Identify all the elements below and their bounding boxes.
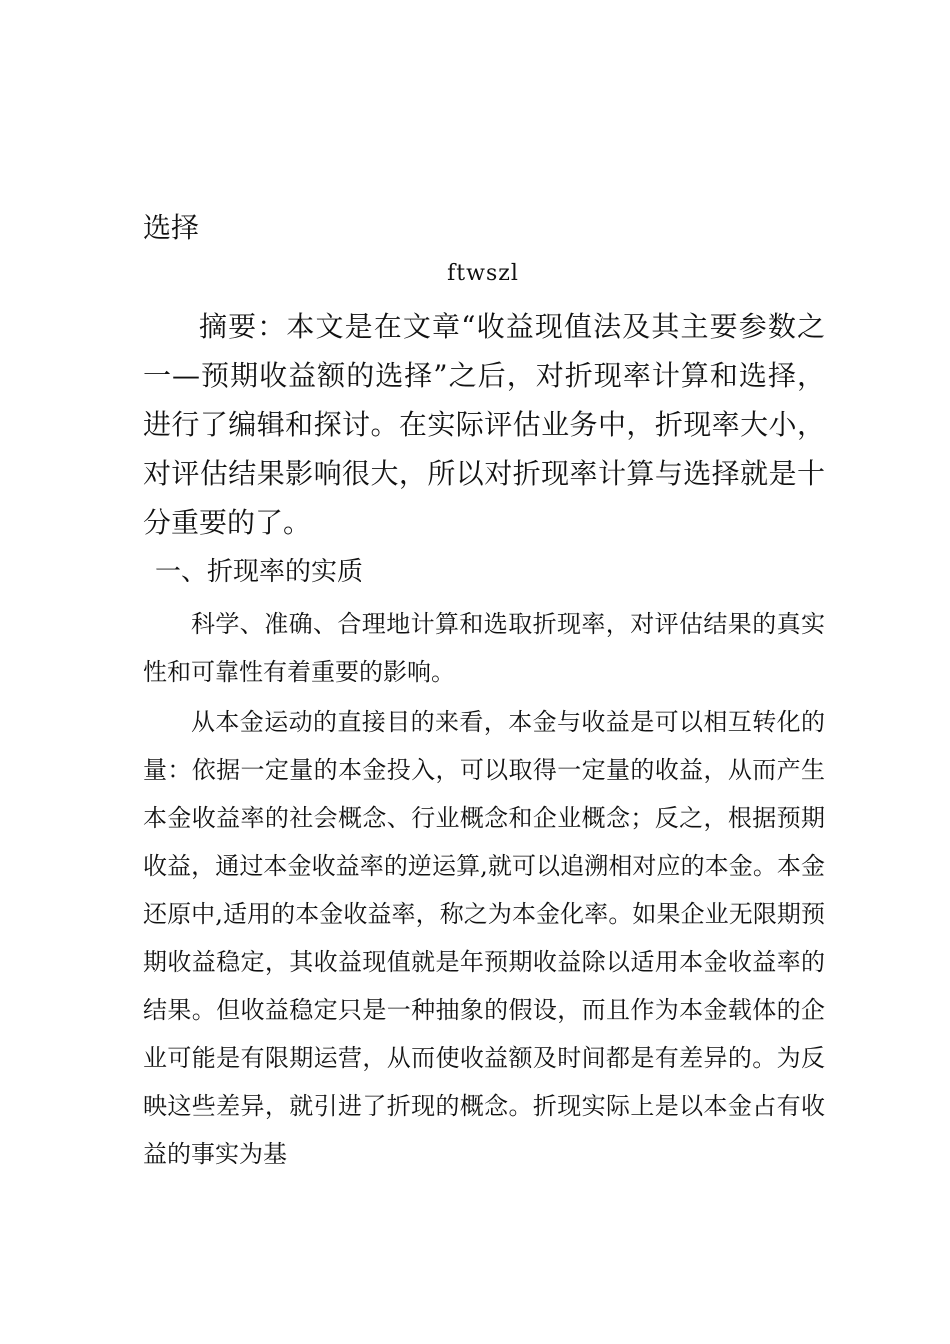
body-paragraph: 从本金运动的直接目的来看，本金与收益是可以相互转化的量：依据一定量的本金投入，可以取得一定量的收益，从而产生本金收益率的社会概念、行业概念和企业概念；反之，根据预期收益，通过本金收益率的逆运算,就可以追溯相对应的本金。本金还原中,适用的本金收益率，称之为本金化率。如果企业无限期预期收益稳定，其收益现值就是年预期收益除以适用本金收益率的结果。但收益稳定只是一种抽象的假设，而且作为本金载体的企业可能是有限期运营，从而使收益额及时间都是有差异的。为反映这些差异，就引进了折现的概念。折现实际上是以本金占有收益的事实为基: [143, 708, 825, 1168]
section-heading: 一、折现率的实质: [155, 557, 364, 587]
body-paragraph: 科学、准确、合理地计算和选取折现率，对评估结果的真实性和可靠性有着重要的影响。: [143, 610, 825, 686]
abstract-paragraph: 摘要：本文是在文章“收益现值法及其主要参数之一—预期收益额的选择”之后，对折现率计算和选择，进行了编辑和探讨。在实际评估业务中，折现率大小，对评估结果影响很大，所以对折现率计算与选择就是十分重要的了。: [143, 310, 825, 539]
author-name: ftwszl: [447, 261, 519, 286]
document-title: 选择: [143, 211, 200, 244]
